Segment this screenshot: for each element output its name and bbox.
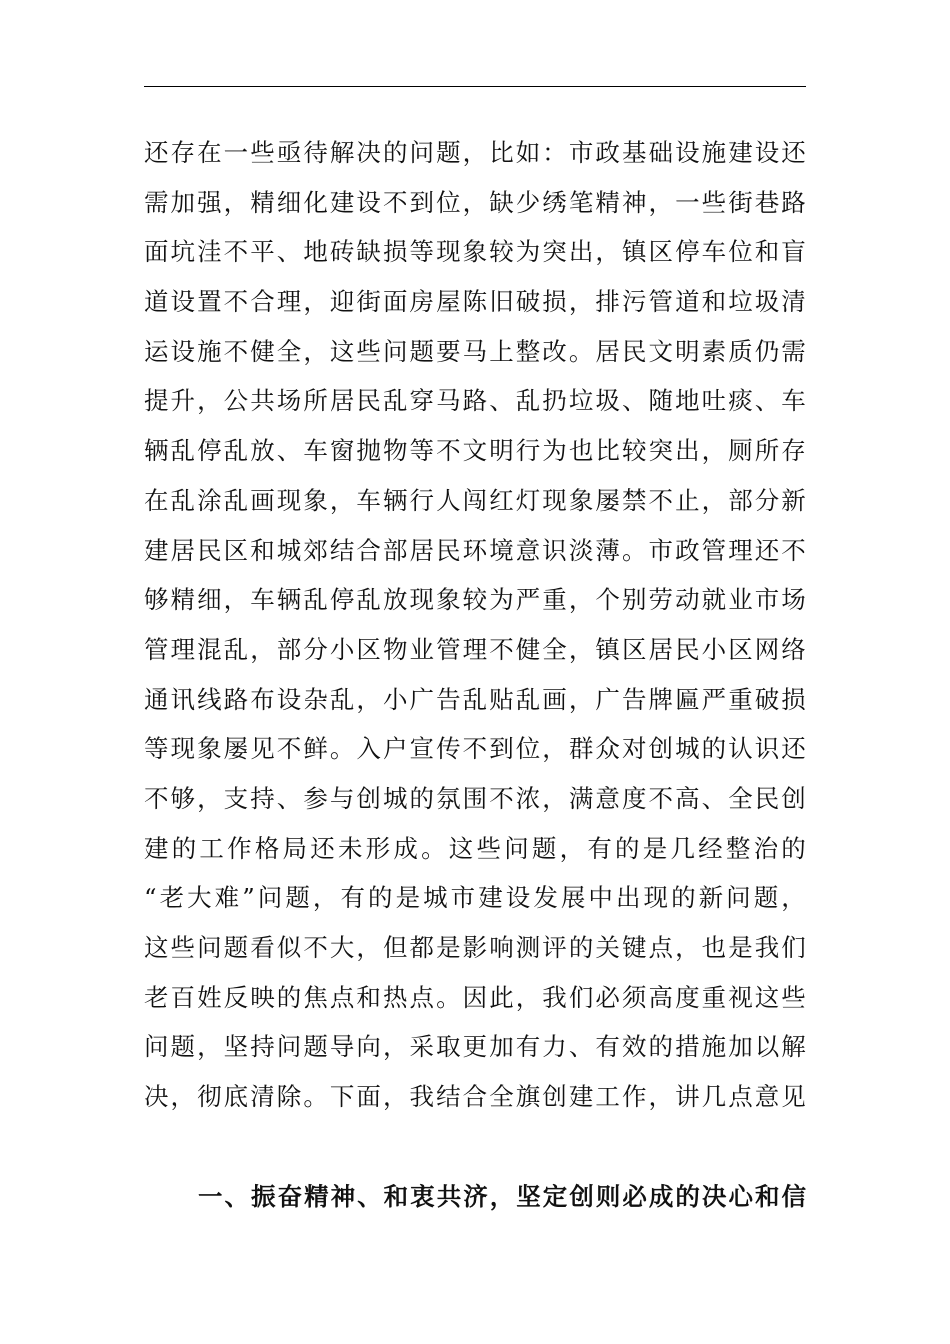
paragraph-line: 在乱涂乱画现象，车辆行人闯红灯现象屡禁不止，部分新 [144, 485, 806, 515]
paragraph-line: 够精细，车辆乱停乱放现象较为严重，个别劳动就业市场 [144, 585, 806, 615]
paragraph-line: 等现象屡见不鲜。入户宣传不到位，群众对创城的认识还 [144, 734, 806, 764]
paragraph-line: 建的工作格局还未形成。这些问题，有的是几经整治的 [144, 833, 806, 863]
paragraph-line: 通讯线路布设杂乱，小广告乱贴乱画，广告牌匾严重破损 [144, 684, 806, 714]
paragraph-line: 提升，公共场所居民乱穿马路、乱扔垃圾、随地吐痰、车 [144, 386, 806, 416]
body-paragraph [144, 128, 806, 1122]
paragraph-line: 道设置不合理，迎街面房屋陈旧破损，排污管道和垃圾清 [144, 287, 806, 317]
paragraph-line: “老大难”问题，有的是城市建设发展中出现的新问题， [144, 883, 806, 913]
paragraph-line: 这些问题看似不大，但都是影响测评的关键点，也是我们 [144, 933, 806, 962]
paragraph-line: 管理混乱，部分小区物业管理不健全，镇区居民小区网络 [144, 634, 806, 664]
paragraph-line: 还存在一些亟待解决的问题，比如：市政基础设施建设还 [144, 138, 806, 167]
header-rule [144, 86, 806, 87]
section-heading: 一、振奋精神、和衷共济，坚定创则必成的决心和信 [198, 1182, 806, 1211]
paragraph-line: 辆乱停乱放、车窗抛物等不文明行为也比较突出，厕所存 [144, 436, 806, 466]
paragraph-line: 决，彻底清除。下面，我结合全旗创建工作，讲几点意见 [144, 1082, 806, 1112]
paragraph-line: 面坑洼不平、地砖缺损等现象较为突出，镇区停车位和盲 [144, 237, 806, 267]
paragraph-line: 问题，坚持问题导向，采取更加有力、有效的措施加以解 [144, 1032, 806, 1062]
paragraph-line: 需加强，精细化建设不到位，缺少绣笔精神，一些街巷路 [144, 187, 806, 217]
paragraph-line: 运设施不健全，这些问题要马上整改。居民文明素质仍需 [144, 336, 806, 366]
paragraph-line: 老百姓反映的焦点和热点。因此，我们必须高度重视这些 [144, 982, 806, 1012]
paragraph-line: 不够，支持、参与创城的氛围不浓，满意度不高、全民创 [144, 783, 806, 813]
paragraph-line: 建居民区和城郊结合部居民环境意识淡薄。市政管理还不 [144, 535, 806, 565]
